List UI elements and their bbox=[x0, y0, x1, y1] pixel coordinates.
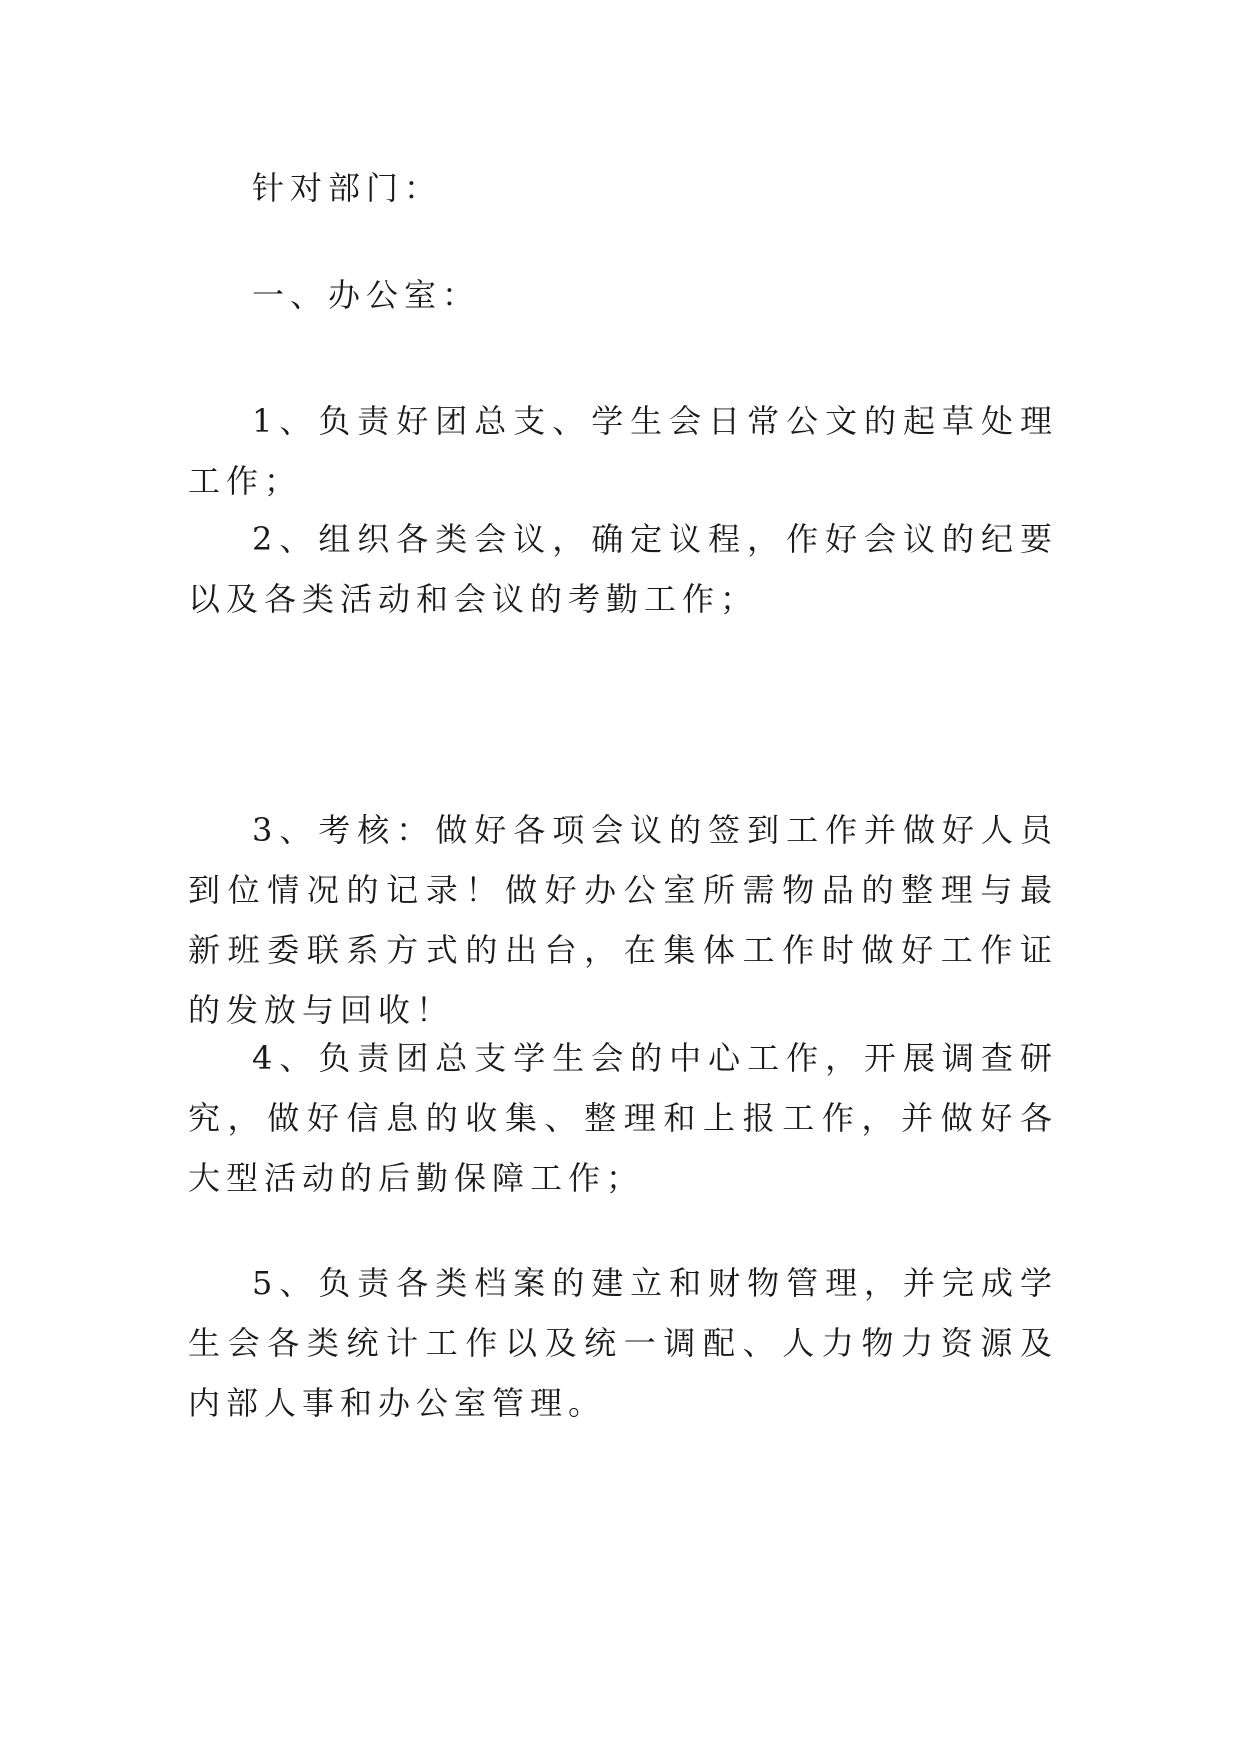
duty-item-4: 4、负责团总支学生会的中心工作，开展调查研究，做好信息的收集、整理和上报工作，并做好各大型活动的后勤保障工作； bbox=[188, 1039, 1058, 1197]
department-heading: 针对部门： bbox=[252, 169, 443, 207]
duty-item-1: 1、负责好团总支、学生会日常公文的起草处理工作； bbox=[188, 402, 1058, 500]
duty-item-3: 3、考核：做好各项会议的签到工作并做好人员到位情况的记录！做好办公室所需物品的整理与最新班委联系方式的出台，在集体工作时做好工作证的发放与回收！ bbox=[188, 811, 1058, 1029]
section-title-office: 一、办公室： bbox=[252, 276, 481, 314]
duty-item-5: 5、负责各类档案的建立和财物管理，并完成学生会各类统计工作以及统一调配、人力物力资源及内部人事和办公室管理。 bbox=[188, 1264, 1058, 1422]
duty-item-2: 2、组织各类会议，确定议程，作好会议的纪要以及各类活动和会议的考勤工作； bbox=[188, 520, 1058, 618]
